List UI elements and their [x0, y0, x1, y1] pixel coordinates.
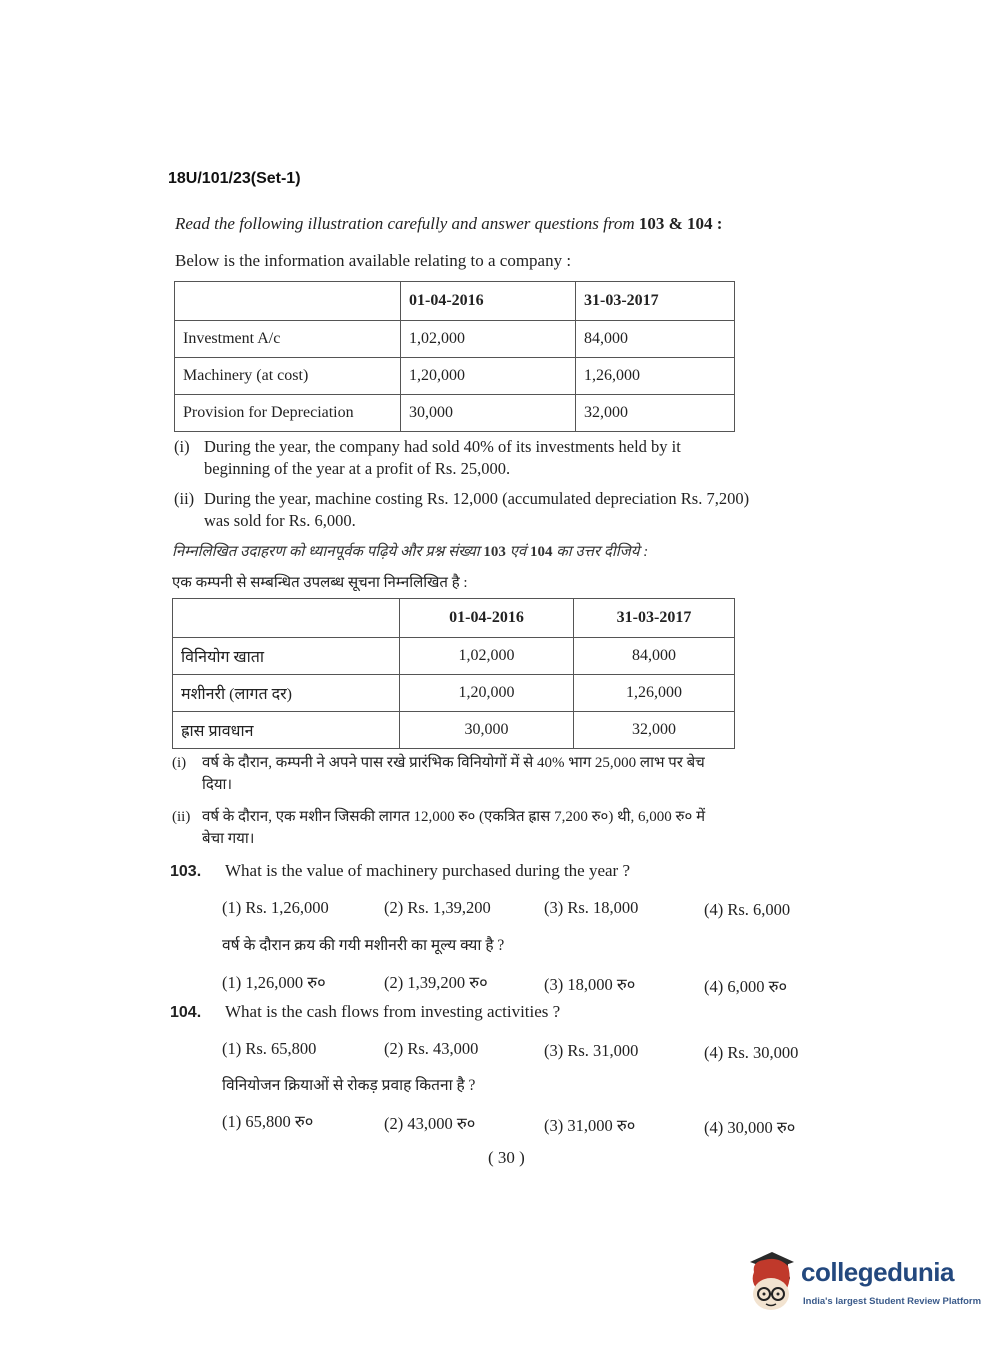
option[interactable]: (2) 43,000 रु० — [384, 1114, 476, 1133]
table-header-cell — [173, 599, 400, 638]
note-text-continued: was sold for Rs. 6,000. — [204, 511, 356, 530]
note-text: वर्ष के दौरान, कम्पनी ने अपने पास रखे प्रारंभिक विनियोगों में से 40% भाग 25,000 लाभ पर बेच — [202, 755, 705, 771]
option[interactable]: (1) Rs. 65,800 — [222, 1039, 317, 1058]
option[interactable]: (3) Rs. 18,000 — [544, 898, 639, 917]
table-cell: विनियोग खाता — [173, 638, 400, 675]
table-row — [173, 675, 735, 712]
table-row — [173, 638, 735, 675]
note-number: (ii) — [172, 809, 191, 825]
question-number: 104. — [170, 1004, 202, 1021]
table-cell: 30,000 — [400, 712, 574, 749]
below-hindi: एक कम्पनी से सम्बन्धित उपलब्ध सूचना निम्नलिखित है : — [172, 575, 468, 591]
option[interactable]: (4) 30,000 रु० — [704, 1118, 796, 1137]
table-header-cell: 31-03-2017 — [576, 282, 735, 321]
option[interactable]: (3) 18,000 रु० — [544, 975, 636, 994]
table-cell: 32,000 — [574, 712, 735, 749]
note-text: During the year, machine costing Rs. 12,000 (accumulated depreciation Rs. 7,200) — [204, 489, 750, 508]
intro-mid: एवं — [505, 544, 531, 560]
question-103 — [170, 861, 630, 881]
question-text: What is the value of machinery purchased during the year ? — [225, 861, 631, 880]
table-cell: ह्रास प्रावधान — [173, 712, 400, 749]
option[interactable]: (2) Rs. 43,000 — [384, 1039, 479, 1058]
table-row — [173, 712, 735, 749]
note-text: वर्ष के दौरान, एक मशीन जिसकी लागत 12,000 रु० (एकत्रित ह्रास 7,200 रु०) थी, 6,000 रु० में — [202, 809, 706, 825]
table-header-cell: 01-04-2016 — [400, 599, 574, 638]
intro-suffix: : — [712, 214, 723, 233]
note-number: (ii) — [174, 489, 195, 508]
option[interactable]: (4) 6,000 रु० — [704, 977, 788, 996]
option[interactable]: (3) 31,000 रु० — [544, 1116, 636, 1135]
table-cell: मशीनरी (लागत दर) — [173, 675, 400, 712]
table-cell: Investment A/c — [175, 321, 401, 358]
option[interactable]: (3) Rs. 31,000 — [544, 1041, 639, 1060]
table-row — [175, 358, 735, 395]
note-text-continued: बेचा गया। — [202, 831, 255, 847]
table-cell: 84,000 — [576, 321, 735, 358]
intro-english — [175, 214, 722, 234]
intro-suffix: का उत्तर दीजिये : — [552, 544, 649, 560]
option[interactable]: (2) 1,39,200 रु० — [384, 973, 488, 992]
intro-prefix: Read the following illustration carefully and answer questions from — [175, 214, 639, 233]
question-number: 103. — [170, 863, 202, 880]
table-row — [175, 395, 735, 432]
question-text-hindi: विनियोजन क्रियाओं से रोकड़ प्रवाह कितना है ? — [222, 1077, 476, 1094]
intro-question-number: 104 — [530, 544, 553, 560]
table-cell: 1,20,000 — [401, 358, 576, 395]
data-table-english — [174, 281, 735, 432]
table-cell: 1,20,000 — [400, 675, 574, 712]
table-cell: 1,26,000 — [574, 675, 735, 712]
table-header-cell: 01-04-2016 — [401, 282, 576, 321]
table-cell: 30,000 — [401, 395, 576, 432]
table-cell: 1,02,000 — [401, 321, 576, 358]
data-table-hindi — [172, 598, 735, 749]
page-number: ( 30 ) — [488, 1148, 525, 1167]
note-hindi-1 — [172, 752, 832, 796]
table-header-cell — [175, 282, 401, 321]
note-number: (i) — [172, 755, 187, 771]
table-header-row — [173, 599, 735, 638]
logo-wordmark: collegedunia — [801, 1257, 954, 1287]
table-cell: Machinery (at cost) — [175, 358, 401, 395]
option[interactable]: (1) Rs. 1,26,000 — [222, 898, 329, 917]
below-english: Below is the information available relating to a company : — [175, 251, 572, 270]
note-text: During the year, the company had sold 40% of its investments held by it — [204, 437, 681, 456]
intro-question-numbers: 103 & 104 — [638, 214, 713, 233]
table-cell: Provision for Depreciation — [175, 395, 401, 432]
paper-code: 18U/101/23(Set-1) — [168, 170, 301, 187]
table-cell: 32,000 — [576, 395, 735, 432]
table-cell: 1,02,000 — [400, 638, 574, 675]
intro-prefix: निम्नलिखित उदाहरण को ध्यानपूर्वक पढ़िये और प्रश्न संख्या — [172, 544, 484, 560]
option[interactable]: (1) 65,800 रु० — [222, 1112, 314, 1131]
intro-question-number: 103 — [483, 544, 506, 560]
note-hindi-2 — [172, 806, 832, 850]
option[interactable]: (4) Rs. 30,000 — [704, 1043, 799, 1062]
question-text-hindi: वर्ष के दौरान क्रय की गयी मशीनरी का मूल्य क्या है ? — [222, 937, 505, 954]
table-header-cell: 31-03-2017 — [574, 599, 735, 638]
note-english-2 — [174, 488, 834, 532]
table-cell: 1,26,000 — [576, 358, 735, 395]
question-104 — [170, 1002, 560, 1022]
intro-hindi — [172, 541, 648, 561]
table-header-row — [175, 282, 735, 321]
table-cell: 84,000 — [574, 638, 735, 675]
option[interactable]: (2) Rs. 1,39,200 — [384, 898, 491, 917]
logo-tagline: India's largest Student Review Platform — [803, 1296, 982, 1307]
table-row — [175, 321, 735, 358]
question-text: What is the cash flows from investing activities ? — [225, 1002, 561, 1021]
note-text-continued: दिया। — [202, 777, 233, 793]
note-text-continued: beginning of the year at a profit of Rs. 25,000. — [204, 459, 511, 478]
note-english-1 — [174, 436, 834, 480]
option[interactable]: (4) Rs. 6,000 — [704, 900, 791, 919]
note-number: (i) — [174, 437, 190, 456]
collegedunia-mascot-icon — [742, 1250, 802, 1314]
option[interactable]: (1) 1,26,000 रु० — [222, 973, 326, 992]
